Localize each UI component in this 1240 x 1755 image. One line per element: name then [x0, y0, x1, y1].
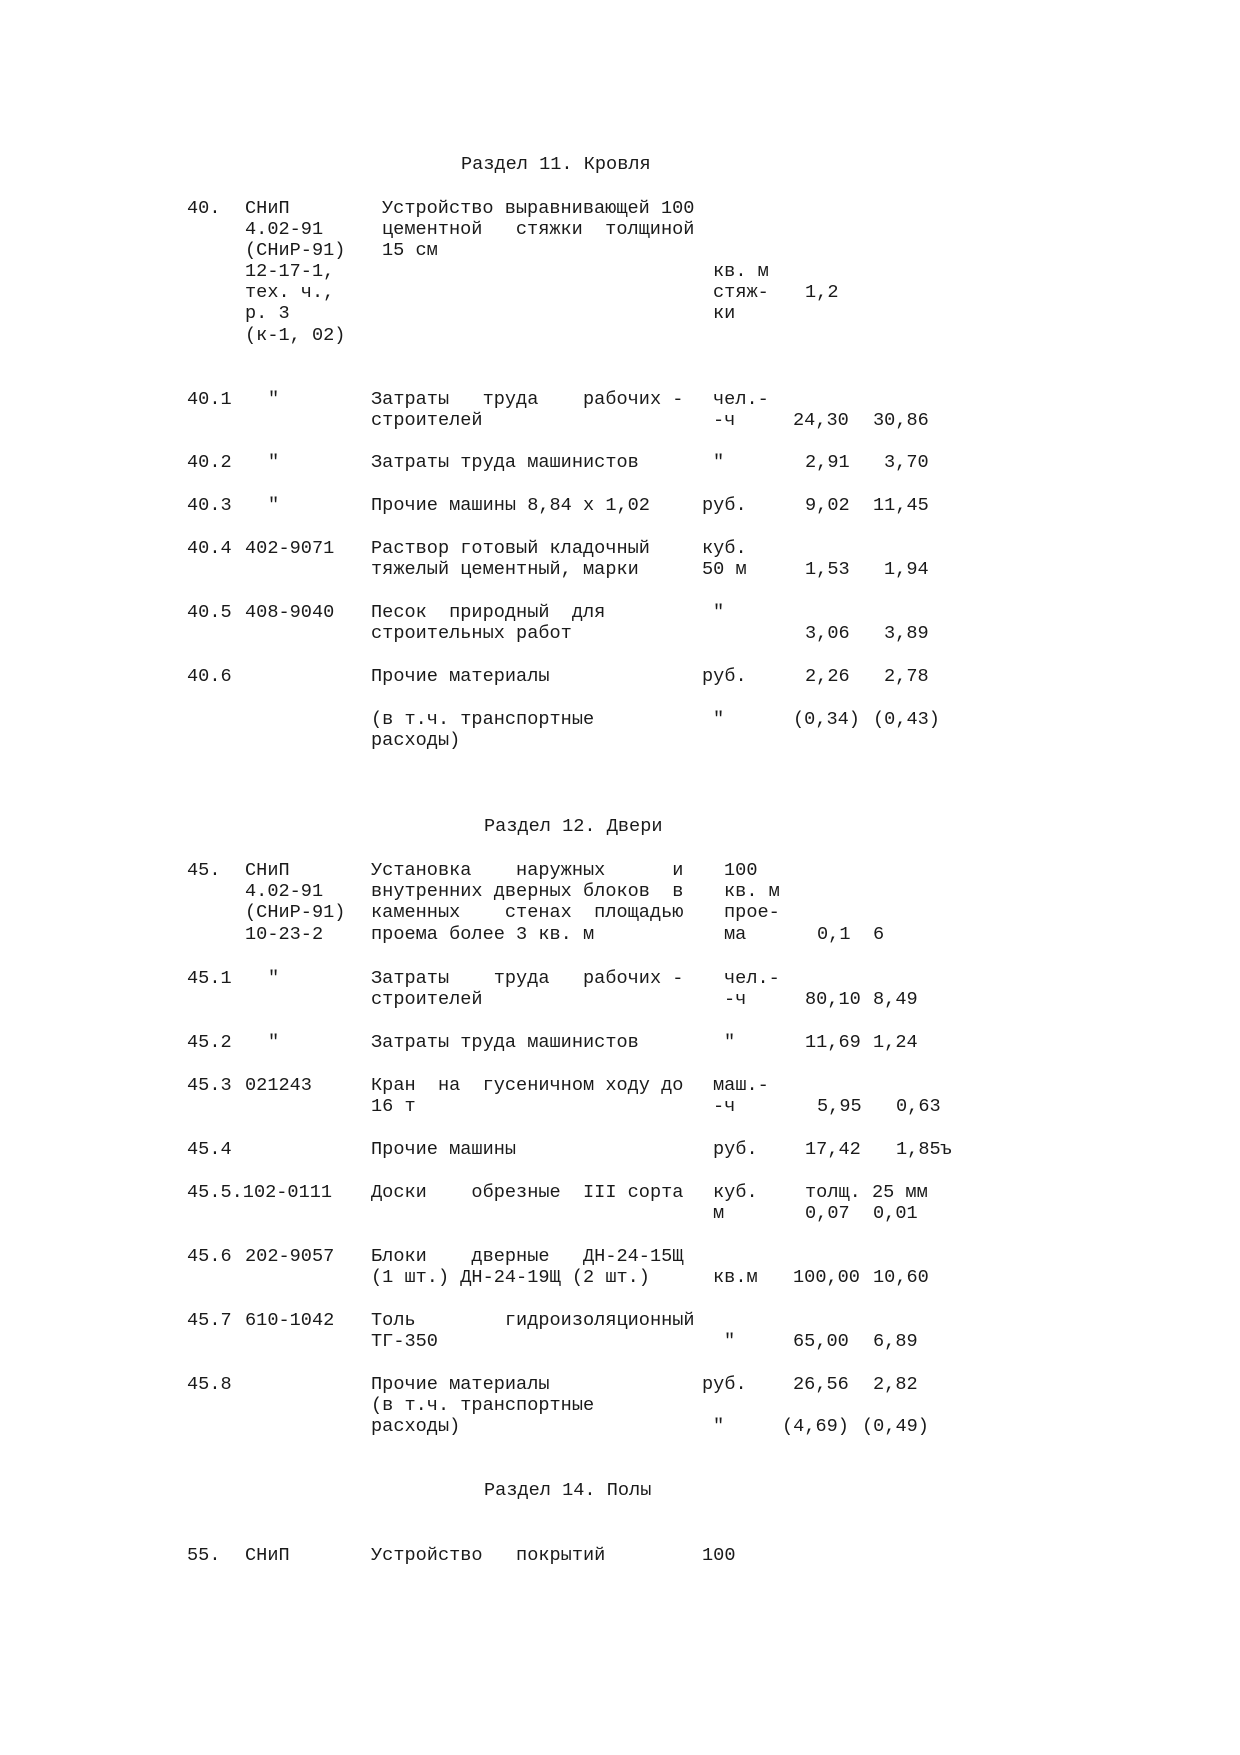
unit: м	[713, 1203, 725, 1224]
work-description: (в т.ч. транспортные	[371, 1395, 595, 1416]
unit: ки	[713, 303, 736, 324]
work-description: Прочие материалы	[371, 1374, 550, 1395]
value-unit: 100,00	[793, 1267, 860, 1288]
work-description: строителей	[371, 410, 483, 431]
norm-code: тех. ч.,	[245, 282, 335, 303]
value-total: 3,89	[884, 623, 929, 644]
work-description: Прочие материалы	[371, 666, 550, 687]
unit: маш.-	[713, 1075, 769, 1096]
value-unit: 0,1	[817, 924, 851, 945]
work-description: каменных стенах площадью	[371, 902, 684, 923]
work-description: Затраты труда машинистов	[371, 452, 639, 473]
value-total: (0,43)	[873, 709, 940, 730]
item-number: 45.	[187, 860, 221, 881]
norm-code: (СНиР-91)	[245, 902, 346, 923]
item-number: 40.2	[187, 452, 232, 473]
unit: -ч	[724, 989, 747, 1010]
value-unit: 65,00	[793, 1331, 849, 1352]
value-total: 30,86	[873, 410, 929, 431]
norm-code: (СНиР-91)	[245, 240, 346, 261]
unit: 100	[702, 1545, 736, 1566]
work-description: Прочие машины 8,84 x 1,02	[371, 495, 650, 516]
value-total: 6	[873, 924, 885, 945]
unit: руб.	[702, 666, 747, 687]
item-number: 45.6	[187, 1246, 232, 1267]
work-description: Песок природный для	[371, 602, 606, 623]
item-number: 45.4	[187, 1139, 232, 1160]
ditto-mark: "	[713, 602, 725, 623]
unit: 100	[724, 860, 758, 881]
work-description: (1 шт.) ДН-24-19Щ (2 шт.)	[371, 1267, 650, 1288]
work-description: Прочие машины	[371, 1139, 517, 1160]
value-unit: 2,26	[805, 666, 850, 687]
ditto-mark: "	[713, 452, 725, 473]
value-total: 1,85ъ	[896, 1139, 952, 1160]
value-unit: 0,07	[805, 1203, 850, 1224]
work-description: Установка наружных и	[371, 860, 684, 881]
ditto-mark: "	[268, 968, 280, 989]
ditto-mark: "	[713, 709, 725, 730]
unit: руб.	[702, 1374, 747, 1395]
value-unit: (4,69)	[782, 1416, 849, 1437]
value-unit: 3,06	[805, 623, 850, 644]
value-unit: толщ. 25 мм	[805, 1182, 928, 1203]
item-number: 45.8	[187, 1374, 232, 1395]
value-unit: 1,53	[805, 559, 850, 580]
item-number: 55.	[187, 1545, 221, 1566]
value-total: 2,78	[884, 666, 929, 687]
work-description: строительных работ	[371, 623, 572, 644]
work-description: 15 см	[382, 240, 438, 261]
value-unit: 5,95	[817, 1096, 862, 1117]
norm-code: (к-1, 02)	[245, 325, 346, 346]
item-number: 40.3	[187, 495, 232, 516]
value-unit: 11,69	[805, 1032, 861, 1053]
work-description: внутренних дверных блоков в	[371, 881, 684, 902]
ditto-mark: "	[268, 495, 280, 516]
item-number: 45.1	[187, 968, 232, 989]
unit: кв. м	[724, 881, 780, 902]
value-total: 3,70	[884, 452, 929, 473]
value-total: 10,60	[873, 1267, 929, 1288]
section-heading: Раздел 11. Кровля	[461, 154, 651, 175]
work-description: Устройство покрытий	[371, 1545, 606, 1566]
value-total: 6,89	[873, 1331, 918, 1352]
value-total: (0,49)	[862, 1416, 929, 1437]
work-description: Затраты труда рабочих -	[371, 968, 684, 989]
work-description: Раствор готовый кладочный	[371, 538, 650, 559]
value-total: 2,82	[873, 1374, 918, 1395]
value-unit: (0,34)	[793, 709, 860, 730]
work-description: строителей	[371, 989, 483, 1010]
norm-code: р. 3	[245, 303, 290, 324]
item-number: 40.5	[187, 602, 232, 623]
value-total: 11,45	[873, 495, 929, 516]
norm-code: 12-17-1,	[245, 261, 335, 282]
value-total: 8,49	[873, 989, 918, 1010]
item-number: 45.2	[187, 1032, 232, 1053]
unit: кв. м	[713, 261, 769, 282]
section-heading: Раздел 14. Полы	[484, 1480, 652, 1501]
unit: ма	[724, 924, 747, 945]
unit: 50 м	[702, 559, 747, 580]
item-number: 40.	[187, 198, 221, 219]
work-description: расходы)	[371, 730, 461, 751]
norm-code: 021243	[245, 1075, 312, 1096]
value-unit: 24,30	[793, 410, 849, 431]
item-number: 40.1	[187, 389, 232, 410]
item-number: 40.6	[187, 666, 232, 687]
norm-code: 202-9057	[245, 1246, 335, 1267]
value-total: 0,01	[873, 1203, 918, 1224]
norm-code: 4.02-91	[245, 219, 324, 240]
quantity: 1,2	[805, 282, 839, 303]
work-description: Затраты труда машинистов	[371, 1032, 639, 1053]
norm-code: СНиП	[245, 860, 290, 881]
item-number: 45.3	[187, 1075, 232, 1096]
work-description: проема более 3 кв. м	[371, 924, 595, 945]
unit: -ч	[713, 410, 736, 431]
value-unit: 80,10	[805, 989, 861, 1010]
work-description: Кран на гусеничном ходу до	[371, 1075, 684, 1096]
unit: прое-	[724, 902, 780, 923]
unit: чел.-	[724, 968, 780, 989]
item-number: 45.7	[187, 1310, 232, 1331]
unit: куб.	[713, 1182, 758, 1203]
unit: руб.	[702, 495, 747, 516]
section-heading: Раздел 12. Двери	[484, 816, 663, 837]
work-description: расходы)	[371, 1416, 461, 1437]
work-description: 16 т	[371, 1096, 416, 1117]
ditto-mark: "	[724, 1331, 736, 1352]
norm-code: 408-9040	[245, 602, 335, 623]
unit: куб.	[702, 538, 747, 559]
unit: -ч	[713, 1096, 736, 1117]
work-description: ТГ-350	[371, 1331, 438, 1352]
value-unit: 2,91	[805, 452, 850, 473]
value-unit: 26,56	[793, 1374, 849, 1395]
work-description: Доски обрезные III сорта	[371, 1182, 684, 1203]
ditto-mark: "	[268, 1032, 280, 1053]
value-total: 1,94	[884, 559, 929, 580]
work-description: Блоки дверные ДН-24-15Щ	[371, 1246, 684, 1267]
norm-code: 402-9071	[245, 538, 335, 559]
unit: кв.м	[713, 1267, 758, 1288]
ditto-mark: "	[724, 1032, 736, 1053]
work-description: (в т.ч. транспортные	[371, 709, 595, 730]
work-description: цементной стяжки толщиной	[382, 219, 695, 240]
norm-code: СНиП	[245, 198, 290, 219]
work-description: Толь гидроизоляционный	[371, 1310, 695, 1331]
norm-code: 4.02-91	[245, 881, 324, 902]
unit: чел.-	[713, 389, 769, 410]
norm-code: 10-23-2	[245, 924, 324, 945]
work-description: Затраты труда рабочих -	[371, 389, 684, 410]
unit: руб.	[713, 1139, 758, 1160]
value-unit: 9,02	[805, 495, 850, 516]
work-description: тяжелый цементный, марки	[371, 559, 639, 580]
value-unit: 17,42	[805, 1139, 861, 1160]
value-total: 0,63	[896, 1096, 941, 1117]
work-description: Устройство выравнивающей 100	[382, 198, 695, 219]
item-number: 40.4	[187, 538, 232, 559]
value-total: 1,24	[873, 1032, 918, 1053]
ditto-mark: "	[713, 1416, 725, 1437]
norm-code: 610-1042	[245, 1310, 335, 1331]
ditto-mark: "	[268, 452, 280, 473]
norm-code: СНиП	[245, 1545, 290, 1566]
item-number: 45.5.102-0111	[187, 1182, 333, 1203]
ditto-mark: "	[268, 389, 280, 410]
unit: стяж-	[713, 282, 769, 303]
